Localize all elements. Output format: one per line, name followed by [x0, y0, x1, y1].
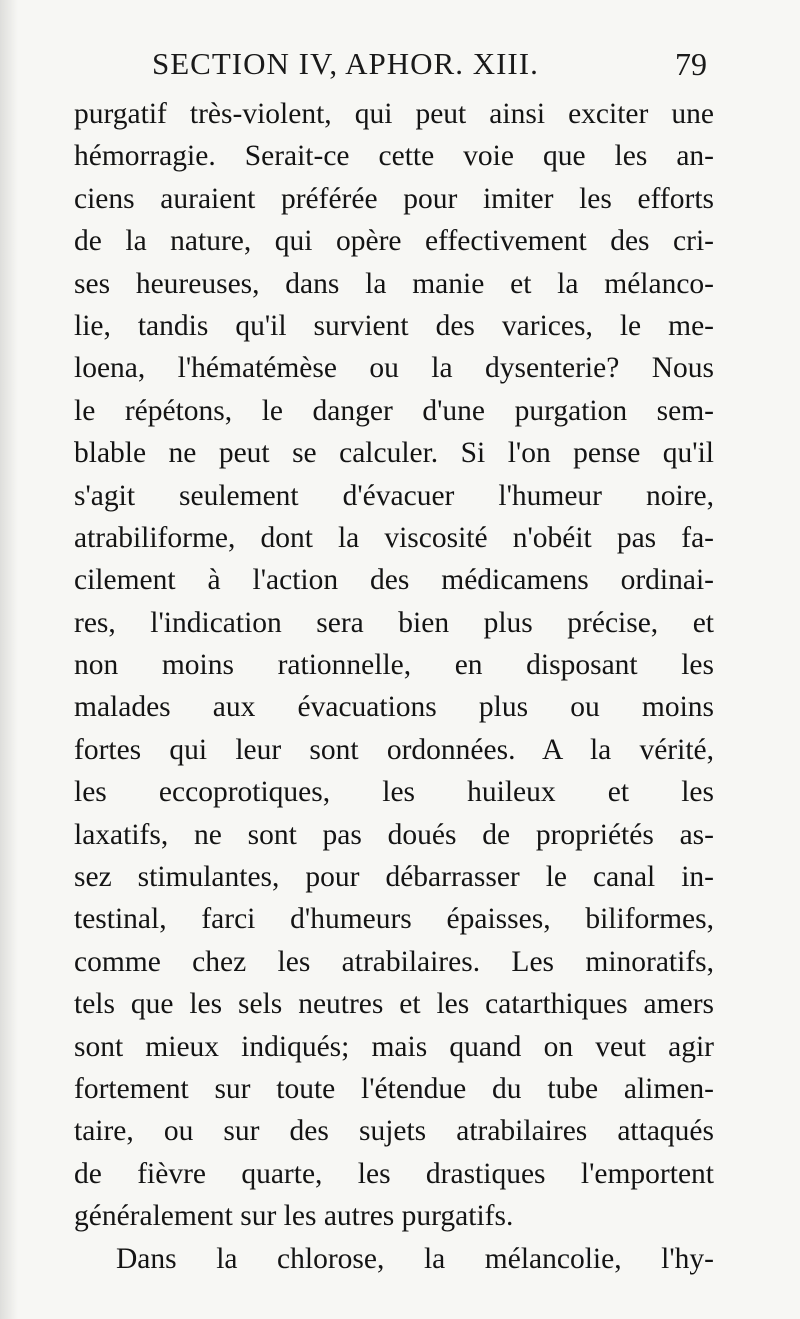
text-line: s'agit seulement d'évacuer l'humeur noire, — [74, 479, 714, 512]
text-line: testinal, farci d'humeurs épaisses, biliformes, — [74, 903, 714, 936]
text-line: malades aux évacuations plus ou moins — [74, 691, 714, 724]
text-line: fortes qui leur sont ordonnées. A la vérité, — [74, 733, 714, 766]
running-head: SECTION IV, APHOR. XIII. — [152, 46, 539, 81]
text-line: res, l'indication sera bien plus précise, et — [74, 606, 714, 639]
text-line-paragraph-end: généralement sur les autres purgatifs. — [74, 1200, 514, 1233]
text-line: sez stimulantes, pour débarrasser le canal in- — [74, 861, 714, 894]
text-line: les eccoprotiques, les huileux et les — [74, 776, 714, 809]
text-line: laxatifs, ne sont pas doués de propriétés as- — [74, 818, 714, 851]
text-line: fortement sur toute l'étendue du tube alimen- — [74, 1072, 714, 1105]
text-line-paragraph-start: Dans la chlorose, la mélancolie, l'hy- — [116, 1242, 714, 1275]
text-line: sont mieux indiqués; mais quand on veut agir — [74, 1030, 714, 1063]
text-line: de la nature, qui opère effectivement des cri- — [74, 225, 714, 258]
text-line: loena, l'hématémèse ou la dysenterie? Nous — [74, 352, 714, 385]
text-line: atrabiliforme, dont la viscosité n'obéit pas fa- — [74, 521, 714, 554]
text-line: hémorragie. Serait-ce cette voie que les an- — [74, 140, 714, 173]
text-line: purgatif très-violent, qui peut ainsi exciter une — [74, 98, 714, 130]
text-line: taire, ou sur des sujets atrabilaires attaqués — [74, 1115, 714, 1148]
text-line: lie, tandis qu'il survient des varices, le me- — [74, 309, 714, 342]
text-line: ses heureuses, dans la manie et la mélanco- — [74, 267, 714, 300]
body-text — [74, 93, 714, 1280]
text-line: cilement à l'action des médicamens ordinai- — [74, 564, 714, 597]
text-line: ciens auraient préférée pour imiter les efforts — [74, 182, 714, 215]
text-line: non moins rationnelle, en disposant les — [74, 649, 714, 682]
page-header — [0, 40, 800, 90]
text-line: le répétons, le danger d'une purgation sem- — [74, 394, 714, 427]
text-line: comme chez les atrabilaires. Les minoratifs, — [74, 945, 714, 978]
page-number: 79 — [675, 46, 707, 82]
text-line: de fièvre quarte, les drastiques l'emportent — [74, 1157, 714, 1190]
text-line: blable ne peut se calculer. Si l'on pense qu'il — [74, 437, 714, 470]
text-line: tels que les sels neutres et les catarthiques amers — [74, 988, 714, 1021]
